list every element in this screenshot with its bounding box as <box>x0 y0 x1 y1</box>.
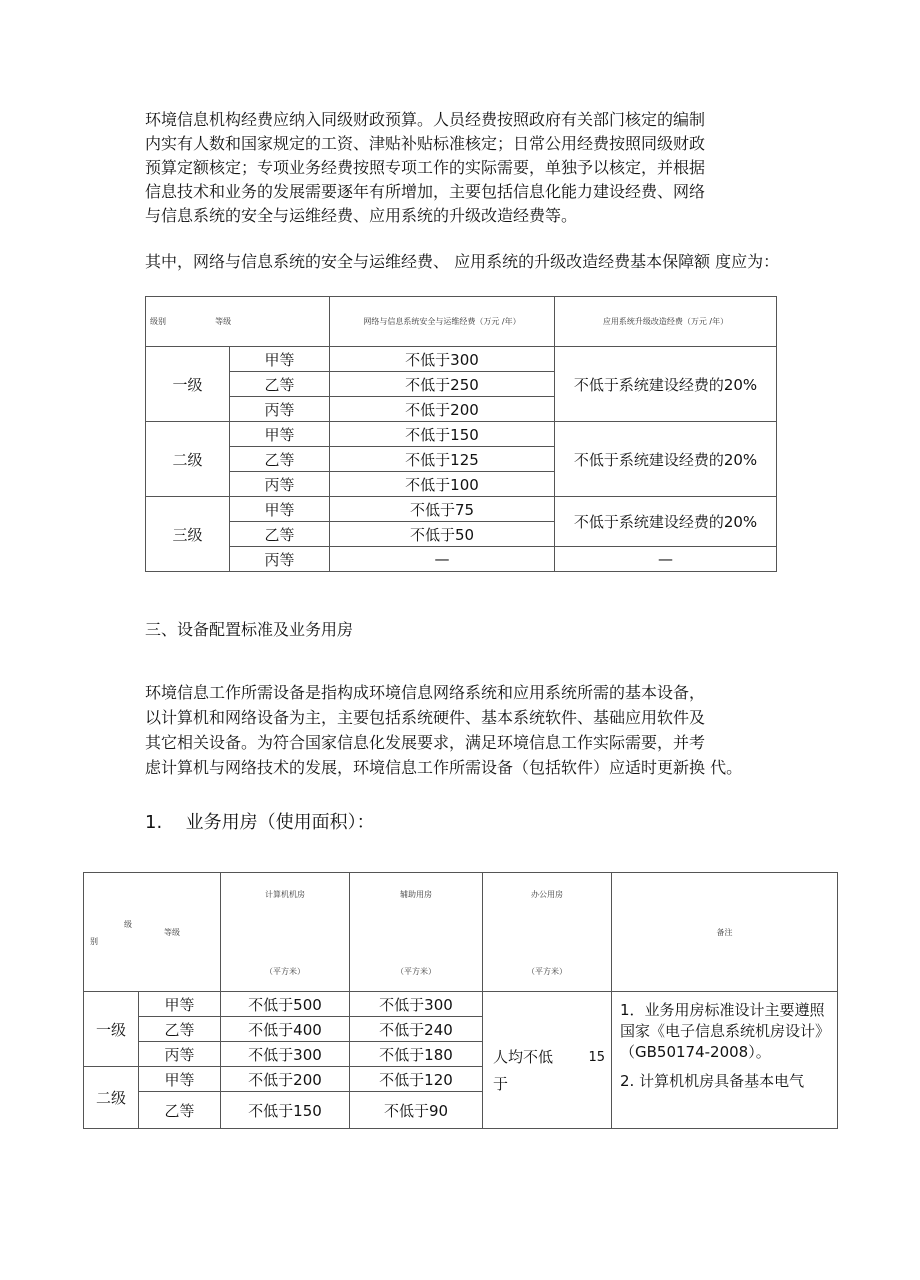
funding-table-header <box>146 297 777 347</box>
subsection-title: 业务用房（使用面积）： <box>185 812 375 833</box>
office-value-text-b: 于 <box>493 1075 509 1093</box>
section3-line: 环境信息工作所需设备是指构成环境信息网络系统和应用系统所需的基本设备， <box>145 683 706 702</box>
grade-cell: 乙等 <box>230 372 330 397</box>
computer-value-cell: 不低于400 <box>221 1017 350 1042</box>
level-grade-header <box>84 873 221 992</box>
intro-paragraph <box>145 108 795 228</box>
section3-line: 以计算机和网络设备为主，主要包括系统硬件、基本系统软件、基础应用软件及 <box>145 708 706 727</box>
grade-header: 等级 <box>164 928 180 937</box>
value-cell: 不低于250 <box>330 372 555 397</box>
table-row <box>84 992 838 1017</box>
unit-label: （平方米） <box>396 967 436 976</box>
level-cell: 一级 <box>84 992 139 1067</box>
col-b-header: 应用系统升级改造经费（万元 /年） <box>555 297 777 347</box>
level-grade-header <box>146 297 330 347</box>
value-cell: 不低于150 <box>330 422 555 447</box>
level-cell: 三级 <box>146 497 230 572</box>
office-space-table-header <box>84 873 838 992</box>
intro-line: 内实有人数和国家规定的工资、津贴补贴标准核定；日常公用经费按照同级财政 <box>145 134 706 153</box>
value-cell: — <box>330 547 555 572</box>
subsection-heading <box>145 812 375 834</box>
level-cell: 一级 <box>146 347 230 422</box>
funding-table <box>145 296 777 572</box>
section-heading: 三、设备配置标准及业务用房 <box>145 620 354 639</box>
value-cell: 不低于50 <box>330 522 555 547</box>
office-room-label: 办公用房 <box>531 890 563 899</box>
grade-cell: 乙等 <box>139 1017 221 1042</box>
aux-value-cell: 不低于180 <box>350 1042 483 1067</box>
intro-line: 环境信息机构经费应纳入同级财政预算。人员经费按照政府有关部门核定的编制 <box>145 110 706 129</box>
section3-line: 虑计算机与网络技术的发展，环境信息工作所需设备（包括软件）应适时更新换 代。 <box>145 758 743 777</box>
level-header-a: 级 <box>124 920 132 929</box>
table-row <box>146 422 777 447</box>
computer-room-label: 计算机机房 <box>265 890 305 899</box>
remark-header <box>612 873 838 992</box>
unit-label: （平方米） <box>265 967 305 976</box>
grade-cell: 乙等 <box>230 447 330 472</box>
level-cell: 二级 <box>146 422 230 497</box>
intro-lead <box>145 250 795 274</box>
grade-cell: 乙等 <box>139 1092 221 1129</box>
intro-line: 与信息系统的安全与运维经费、应用系统的升级改造经费等。 <box>145 206 578 225</box>
grade-cell: 丙等 <box>230 397 330 422</box>
upgrade-value-cell: 不低于系统建设经费的20% <box>555 347 777 422</box>
aux-value-cell: 不低于90 <box>350 1092 483 1129</box>
intro-line: 预算定额核定；专项业务经费按照专项工作的实际需要，单独予以核定，并根据 <box>145 158 706 177</box>
section3-paragraph <box>145 680 795 780</box>
upgrade-value-cell: — <box>555 547 777 572</box>
value-cell: 不低于200 <box>330 397 555 422</box>
value-cell: 不低于75 <box>330 497 555 522</box>
grade-cell: 甲等 <box>230 497 330 522</box>
computer-room-header <box>221 873 350 992</box>
office-space-table <box>83 872 838 1129</box>
level-header-b: 别 <box>90 937 98 946</box>
grade-cell: 乙等 <box>230 522 330 547</box>
value-cell: 不低于100 <box>330 472 555 497</box>
grade-cell: 甲等 <box>139 1067 221 1092</box>
aux-value-cell: 不低于240 <box>350 1017 483 1042</box>
grade-cell: 丙等 <box>139 1042 221 1067</box>
grade-cell: 甲等 <box>230 347 330 372</box>
aux-room-label: 辅助用房 <box>400 890 432 899</box>
remark-item: 1．业务用房标准设计主要遵照国家《电子信息系统机房设计》（GB50174-2008）。 <box>620 1001 831 1061</box>
grade-header: 等级 <box>215 317 232 326</box>
level-header: 级别 <box>150 317 166 326</box>
level-cell: 二级 <box>84 1067 139 1129</box>
section3-line: 其它相关设备。为符合国家信息化发展要求，满足环境信息工作实际需要，并考 <box>145 733 706 752</box>
grade-cell: 丙等 <box>230 472 330 497</box>
aux-room-header <box>350 873 483 992</box>
aux-value-cell: 不低于120 <box>350 1067 483 1092</box>
upgrade-value-cell: 不低于系统建设经费的20% <box>555 422 777 497</box>
value-cell: 不低于125 <box>330 447 555 472</box>
value-cell: 不低于300 <box>330 347 555 372</box>
grade-cell: 丙等 <box>230 547 330 572</box>
remark-cell <box>612 992 838 1129</box>
col-a-header: 网络与信息系统安全与运维经费（万元 /年） <box>330 297 555 347</box>
office-value-text-a: 人均不低 <box>493 1048 554 1066</box>
unit-label: （平方米） <box>527 967 567 976</box>
subsection-number: 1. <box>145 812 163 833</box>
upgrade-value-cell: 不低于系统建设经费的20% <box>555 497 777 547</box>
table-row <box>146 547 777 572</box>
grade-cell: 甲等 <box>230 422 330 447</box>
computer-value-cell: 不低于150 <box>221 1092 350 1129</box>
remark-item: 2. 计算机机房具备基本电气 <box>620 1072 805 1090</box>
office-room-header <box>483 873 612 992</box>
table-row <box>146 347 777 372</box>
aux-value-cell: 不低于300 <box>350 992 483 1017</box>
computer-value-cell: 不低于500 <box>221 992 350 1017</box>
office-value-number: 15 <box>588 1050 605 1065</box>
remark-label: 备注 <box>716 927 733 937</box>
grade-cell: 甲等 <box>139 992 221 1017</box>
office-value-cell <box>483 992 612 1129</box>
intro-lead-text: 其中，网络与信息系统的安全与运维经费、 应用系统的升级改造经费基本保障额 度应为： <box>145 252 780 271</box>
intro-line: 信息技术和业务的发展需要逐年有所增加，主要包括信息化能力建设经费、网络 <box>145 182 706 201</box>
table-row <box>146 497 777 522</box>
computer-value-cell: 不低于200 <box>221 1067 350 1092</box>
computer-value-cell: 不低于300 <box>221 1042 350 1067</box>
